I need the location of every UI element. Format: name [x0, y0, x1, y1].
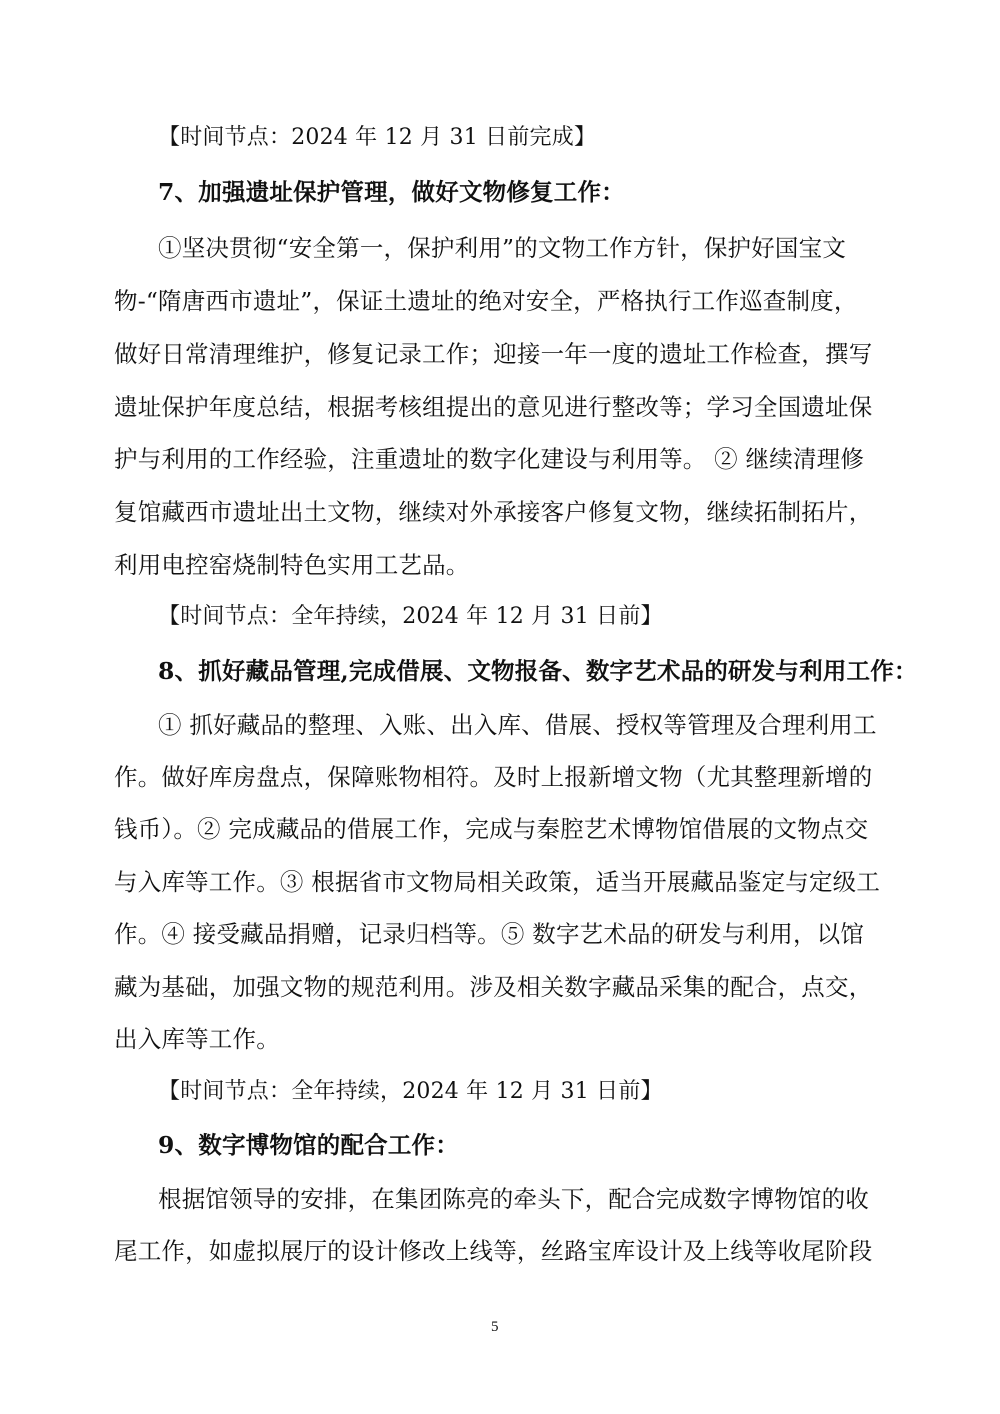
paragraph-line: 钱币）。② 完成藏品的借展工作，完成与秦腔艺术博物馆借展的文物点交 — [114, 815, 869, 843]
paragraph-line: 作。做好库房盘点，保障账物相符。及时上报新增文物（尤其整理新增的 — [114, 763, 873, 791]
time-note: 【时间节点：全年持续，2024 年 12 月 31 日前】 — [158, 604, 663, 629]
paragraph-line: 与入库等工作。③ 根据省市文物局相关政策，适当开展藏品鉴定与定级工 — [114, 868, 881, 896]
paragraph-line: ① 抓好藏品的整理、入账、出入库、借展、授权等管理及合理利用工 — [158, 711, 877, 739]
paragraph-line: 复馆藏西市遗址出土文物，继续对外承接客户修复文物，继续拓制拓片， — [114, 498, 873, 526]
paragraph-line: 护与利用的工作经验，注重遗址的数字化建设与利用等。 ② 继续清理修 — [114, 445, 865, 473]
paragraph-line: 利用电控窑烧制特色实用工艺品。 — [114, 551, 470, 579]
paragraph-line: 尾工作，如虚拟展厅的设计修改上线等，丝路宝库设计及上线等收尾阶段 — [114, 1237, 873, 1265]
paragraph-line: 遗址保护年度总结，根据考核组提出的意见进行整改等；学习全国遗址保 — [114, 393, 873, 421]
paragraph-line: 作。④ 接受藏品捐赠，记录归档等。⑤ 数字艺术品的研发与利用，以馆 — [114, 920, 865, 948]
paragraph-line: 藏为基础，加强文物的规范利用。涉及相关数字藏品采集的配合，点交， — [114, 973, 873, 1001]
page-number: 5 — [491, 1319, 499, 1335]
paragraph-line: 物-“隋唐西市遗址”，保证土遗址的绝对安全，严格执行工作巡查制度， — [114, 287, 858, 315]
paragraph-line: 出入库等工作。 — [114, 1025, 280, 1053]
section-heading-7: 7、加强遗址保护管理，做好文物修复工作： — [158, 178, 625, 206]
time-note: 【时间节点：全年持续，2024 年 12 月 31 日前】 — [158, 1079, 663, 1104]
section-heading-8: 8、抓好藏品管理,完成借展、文物报备、数字艺术品的研发与利用工作： — [158, 657, 918, 685]
paragraph-line: ①坚决贯彻“安全第一，保护利用”的文物工作方针，保护好国宝文 — [158, 234, 847, 262]
section-heading-9: 9、数字博物馆的配合工作： — [158, 1131, 459, 1159]
paragraph-line: 做好日常清理维护，修复记录工作；迎接一年一度的遗址工作检查，撰写 — [114, 340, 873, 368]
paragraph-line: 根据馆领导的安排，在集团陈亮的牵头下，配合完成数字博物馆的收 — [158, 1185, 869, 1213]
time-note: 【时间节点：2024 年 12 月 31 日前完成】 — [158, 125, 597, 150]
